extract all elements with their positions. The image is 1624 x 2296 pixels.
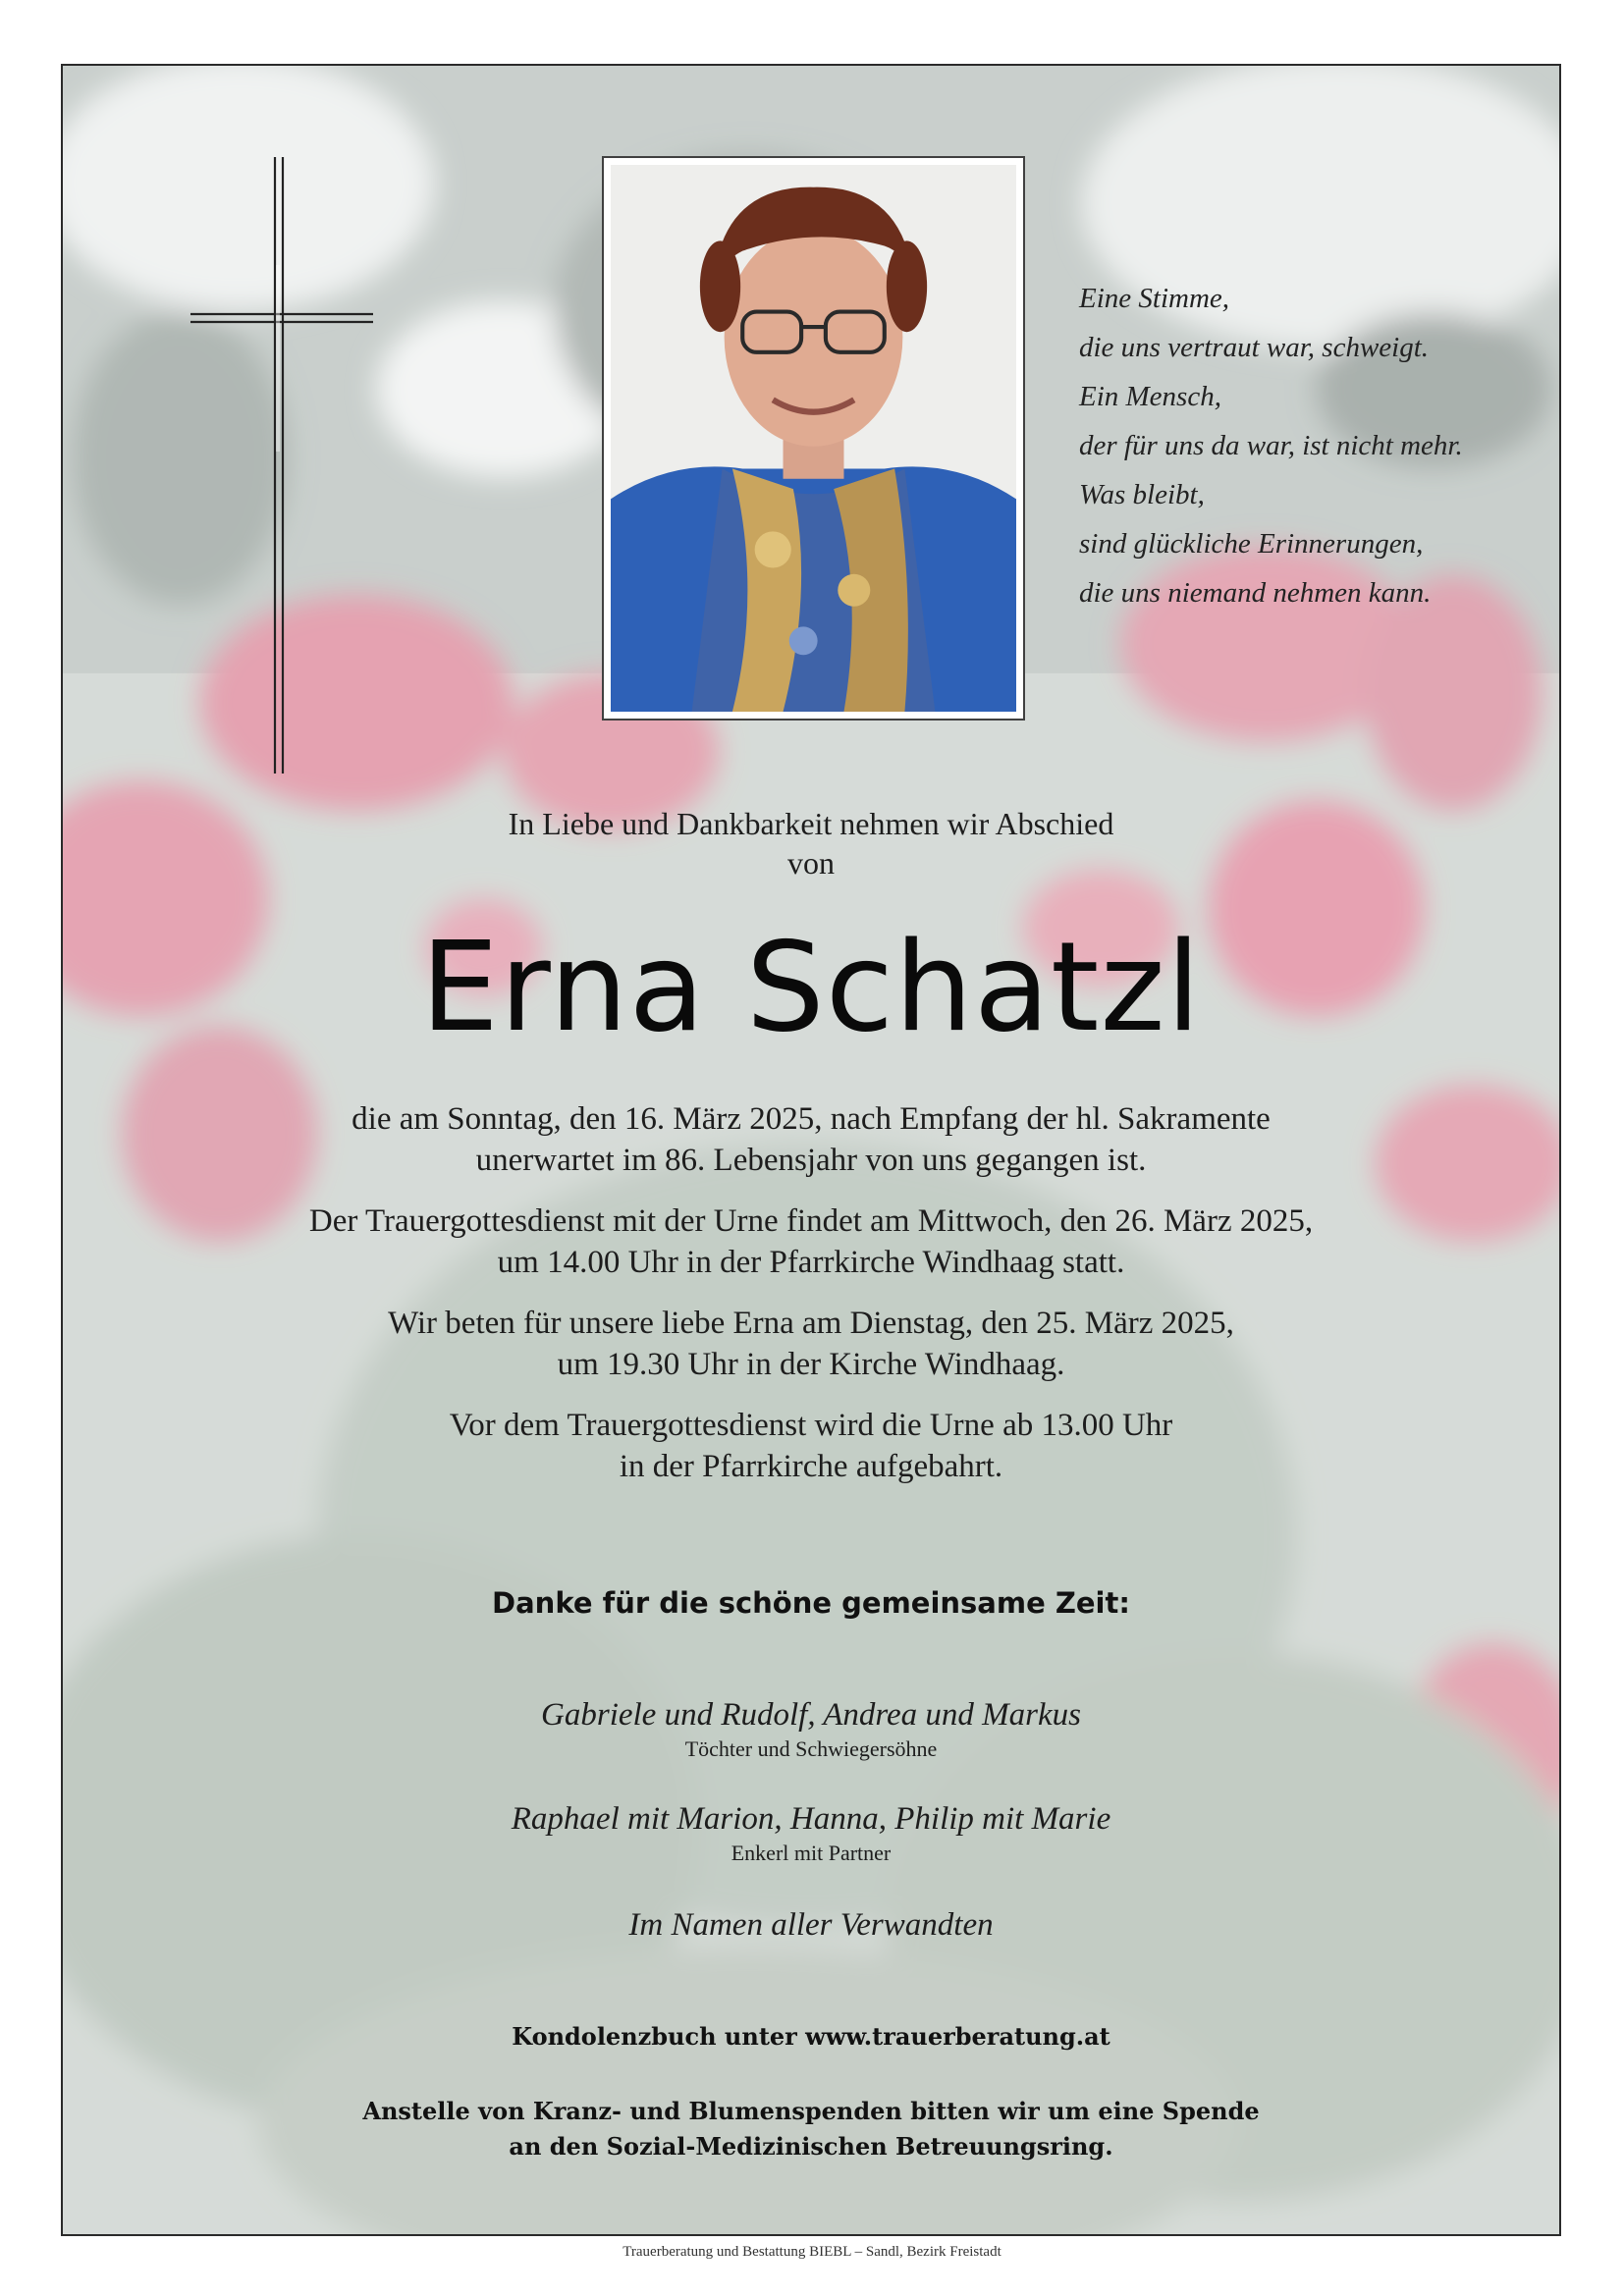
donation-line: Anstelle von Kranz- und Blumenspenden bitten wir um eine Spende xyxy=(362,2097,1260,2125)
poem-line: Was bleibt, xyxy=(1079,479,1205,510)
family-names: Gabriele und Rudolf, Andrea und Markus xyxy=(541,1697,1081,1733)
funeral-home-footer: Trauerberatung und Bestattung BIEBL – Sandl, Bezirk Freistadt xyxy=(623,2244,1001,2260)
family-relation: Töchter und Schwiegersöhne xyxy=(684,1736,938,1761)
relatives-line: Im Namen aller Verwandten xyxy=(628,1907,994,1943)
intro-line: von xyxy=(787,845,835,881)
poem-line: sind glückliche Erinnerungen, xyxy=(1079,528,1424,560)
thanks-heading: Danke für die schöne gemeinsame Zeit: xyxy=(492,1586,1130,1620)
portrait-photo xyxy=(611,165,1016,712)
notice-frame xyxy=(61,64,1561,2236)
detail-line: unerwartet im 86. Lebensjahr von uns gegangen ist. xyxy=(475,1143,1147,1178)
condolence-book-note: Kondolenzbuch unter www.trauerberatung.at xyxy=(512,2022,1110,2051)
detail-line: Der Trauergottesdienst mit der Urne findet am Mittwoch, den 26. März 2025, xyxy=(308,1203,1314,1239)
detail-line: in der Pfarrkirche aufgebahrt. xyxy=(619,1449,1003,1484)
donation-line: an den Sozial-Medizinischen Betreuungsring. xyxy=(509,2132,1113,2161)
poem-line: die uns vertraut war, schweigt. xyxy=(1079,332,1430,363)
urn-viewing-details xyxy=(63,1405,1559,1487)
detail-line: Wir beten für unsere liebe Erna am Dienstag, den 25. März 2025, xyxy=(388,1306,1234,1341)
poem-line: Eine Stimme, xyxy=(1079,283,1230,314)
intro-line: In Liebe und Dankbarkeit nehmen wir Abschied xyxy=(508,806,1114,841)
detail-line: Vor dem Trauergottesdienst wird die Urne ab 13.00 Uhr xyxy=(449,1408,1173,1443)
poem-line: die uns niemand nehmen kann. xyxy=(1079,577,1432,609)
detail-line: die am Sonntag, den 16. März 2025, nach Empfang der hl. Sakramente xyxy=(352,1101,1271,1137)
memorial-poem xyxy=(1079,274,1531,617)
detail-line: um 19.30 Uhr in der Kirche Windhaag. xyxy=(557,1347,1065,1382)
cross-icon xyxy=(190,157,373,775)
poem-line: der für uns da war, ist nicht mehr. xyxy=(1079,430,1463,461)
death-details xyxy=(63,1098,1559,1181)
funeral-service-details xyxy=(63,1201,1559,1283)
deceased-name: Erna Schatzl xyxy=(420,915,1202,1059)
prayer-details xyxy=(63,1303,1559,1385)
detail-line: um 14.00 Uhr in der Pfarrkirche Windhaag statt. xyxy=(497,1245,1125,1280)
family-relation: Enkerl mit Partner xyxy=(731,1841,892,1865)
farewell-intro xyxy=(63,804,1559,882)
poem-line: Ein Mensch, xyxy=(1079,381,1221,412)
portrait-photo-frame xyxy=(602,156,1025,721)
family-names: Raphael mit Marion, Hanna, Philip mit Marie xyxy=(511,1801,1111,1837)
donation-request xyxy=(63,2094,1559,2164)
